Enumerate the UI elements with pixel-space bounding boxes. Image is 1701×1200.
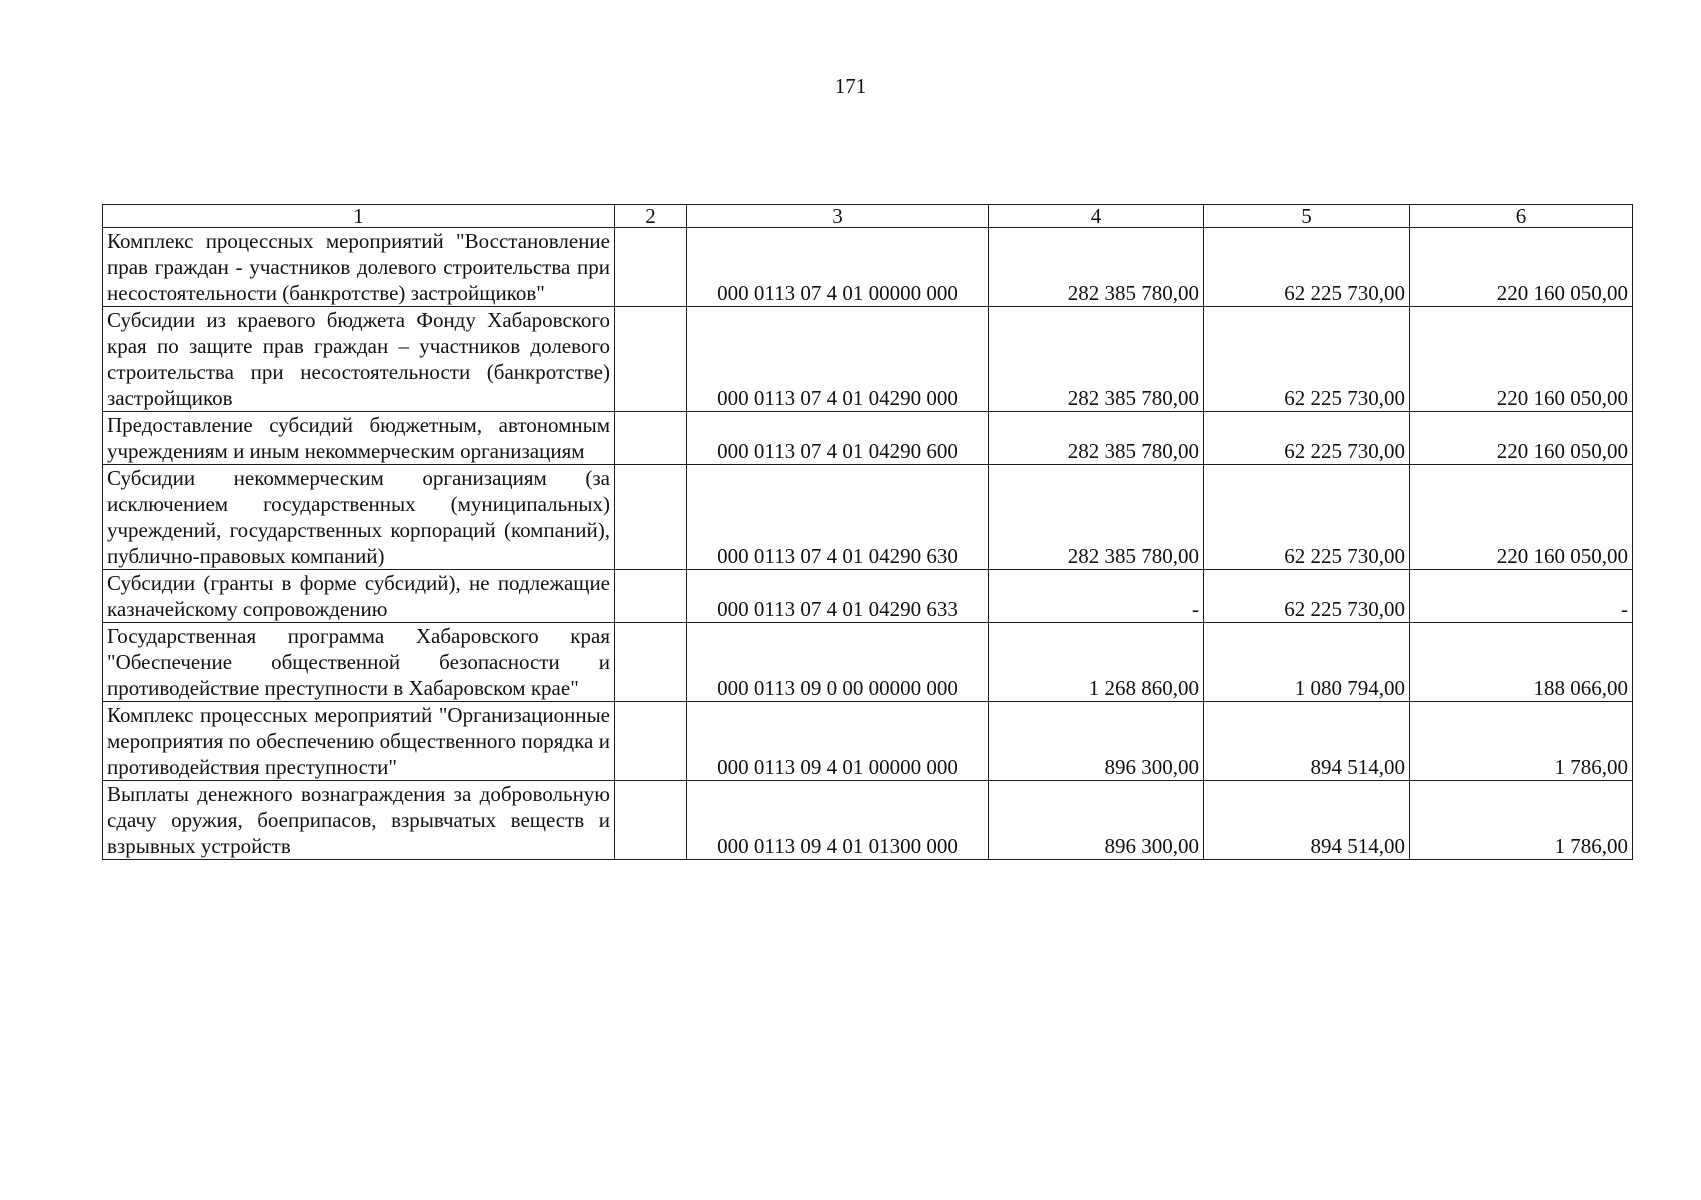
header-col-5: 5 bbox=[1204, 205, 1410, 228]
header-col-6: 6 bbox=[1410, 205, 1633, 228]
row-name: Комплекс процессных мероприятий "Восстановление прав граждан - участников долевого строительства при несостоятельности (банкротстве) застройщиков" bbox=[103, 228, 615, 307]
row-col4: 1 268 860,00 bbox=[989, 623, 1204, 702]
row-col4: 282 385 780,00 bbox=[989, 465, 1204, 570]
row-col2 bbox=[615, 228, 687, 307]
row-col5: 62 225 730,00 bbox=[1204, 465, 1410, 570]
row-code: 000 0113 07 4 01 04290 000 bbox=[687, 307, 989, 412]
row-col2 bbox=[615, 307, 687, 412]
row-col5: 62 225 730,00 bbox=[1204, 307, 1410, 412]
header-col-2: 2 bbox=[615, 205, 687, 228]
table-row bbox=[103, 412, 1633, 465]
table-header-row bbox=[103, 205, 1633, 228]
table-row bbox=[103, 570, 1633, 623]
row-col4: 282 385 780,00 bbox=[989, 228, 1204, 307]
table-row bbox=[103, 781, 1633, 860]
row-col6: 188 066,00 bbox=[1410, 623, 1633, 702]
row-code: 000 0113 09 0 00 00000 000 bbox=[687, 623, 989, 702]
row-col6: 220 160 050,00 bbox=[1410, 465, 1633, 570]
row-col6: - bbox=[1410, 570, 1633, 623]
row-code: 000 0113 09 4 01 01300 000 bbox=[687, 781, 989, 860]
row-col6: 220 160 050,00 bbox=[1410, 228, 1633, 307]
row-col4: 282 385 780,00 bbox=[989, 412, 1204, 465]
budget-table bbox=[102, 204, 1633, 860]
row-col2 bbox=[615, 570, 687, 623]
row-col6: 220 160 050,00 bbox=[1410, 412, 1633, 465]
page-number: 171 bbox=[834, 74, 867, 98]
header-col-3: 3 bbox=[687, 205, 989, 228]
row-name: Предоставление субсидий бюджетным, автономным учреждениям и иным некоммерческим организациям bbox=[103, 412, 615, 465]
row-col6: 1 786,00 bbox=[1410, 781, 1633, 860]
row-code: 000 0113 07 4 01 04290 600 bbox=[687, 412, 989, 465]
row-col5: 62 225 730,00 bbox=[1204, 412, 1410, 465]
row-col6: 1 786,00 bbox=[1410, 702, 1633, 781]
row-col4: 282 385 780,00 bbox=[989, 307, 1204, 412]
header-col-1: 1 bbox=[103, 205, 615, 228]
header-col-4: 4 bbox=[989, 205, 1204, 228]
row-col2 bbox=[615, 623, 687, 702]
row-col2 bbox=[615, 781, 687, 860]
row-name: Выплаты денежного вознаграждения за добровольную сдачу оружия, боеприпасов, взрывчатых веществ и взрывных устройств bbox=[103, 781, 615, 860]
row-code: 000 0113 07 4 01 04290 633 bbox=[687, 570, 989, 623]
row-code: 000 0113 07 4 01 04290 630 bbox=[687, 465, 989, 570]
row-name: Комплекс процессных мероприятий "Организационные мероприятия по обеспечению общественного порядка и противодействия преступности" bbox=[103, 702, 615, 781]
table-row bbox=[103, 307, 1633, 412]
row-code: 000 0113 09 4 01 00000 000 bbox=[687, 702, 989, 781]
row-col5: 894 514,00 bbox=[1204, 702, 1410, 781]
row-name: Субсидии (гранты в форме субсидий), не подлежащие казначейскому сопровождению bbox=[103, 570, 615, 623]
table-row bbox=[103, 623, 1633, 702]
table-row bbox=[103, 465, 1633, 570]
row-name: Государственная программа Хабаровского края "Обеспечение общественной безопасности и противодействие преступности в Хабаровском крае" bbox=[103, 623, 615, 702]
table-row bbox=[103, 228, 1633, 307]
row-col4: 896 300,00 bbox=[989, 781, 1204, 860]
row-col5: 894 514,00 bbox=[1204, 781, 1410, 860]
row-col6: 220 160 050,00 bbox=[1410, 307, 1633, 412]
row-col2 bbox=[615, 465, 687, 570]
row-col5: 62 225 730,00 bbox=[1204, 570, 1410, 623]
row-code: 000 0113 07 4 01 00000 000 bbox=[687, 228, 989, 307]
table-row bbox=[103, 702, 1633, 781]
row-col4: 896 300,00 bbox=[989, 702, 1204, 781]
row-name: Субсидии из краевого бюджета Фонду Хабаровского края по защите прав граждан – участников долевого строительства при несостоятельности (банкротстве) застройщиков bbox=[103, 307, 615, 412]
row-col4: - bbox=[989, 570, 1204, 623]
row-col5: 62 225 730,00 bbox=[1204, 228, 1410, 307]
row-name: Субсидии некоммерческим организациям (за исключением государственных (муниципальных) учреждений, государственных корпораций (компаний), публично-правовых компаний) bbox=[103, 465, 615, 570]
row-col5: 1 080 794,00 bbox=[1204, 623, 1410, 702]
row-col2 bbox=[615, 412, 687, 465]
row-col2 bbox=[615, 702, 687, 781]
